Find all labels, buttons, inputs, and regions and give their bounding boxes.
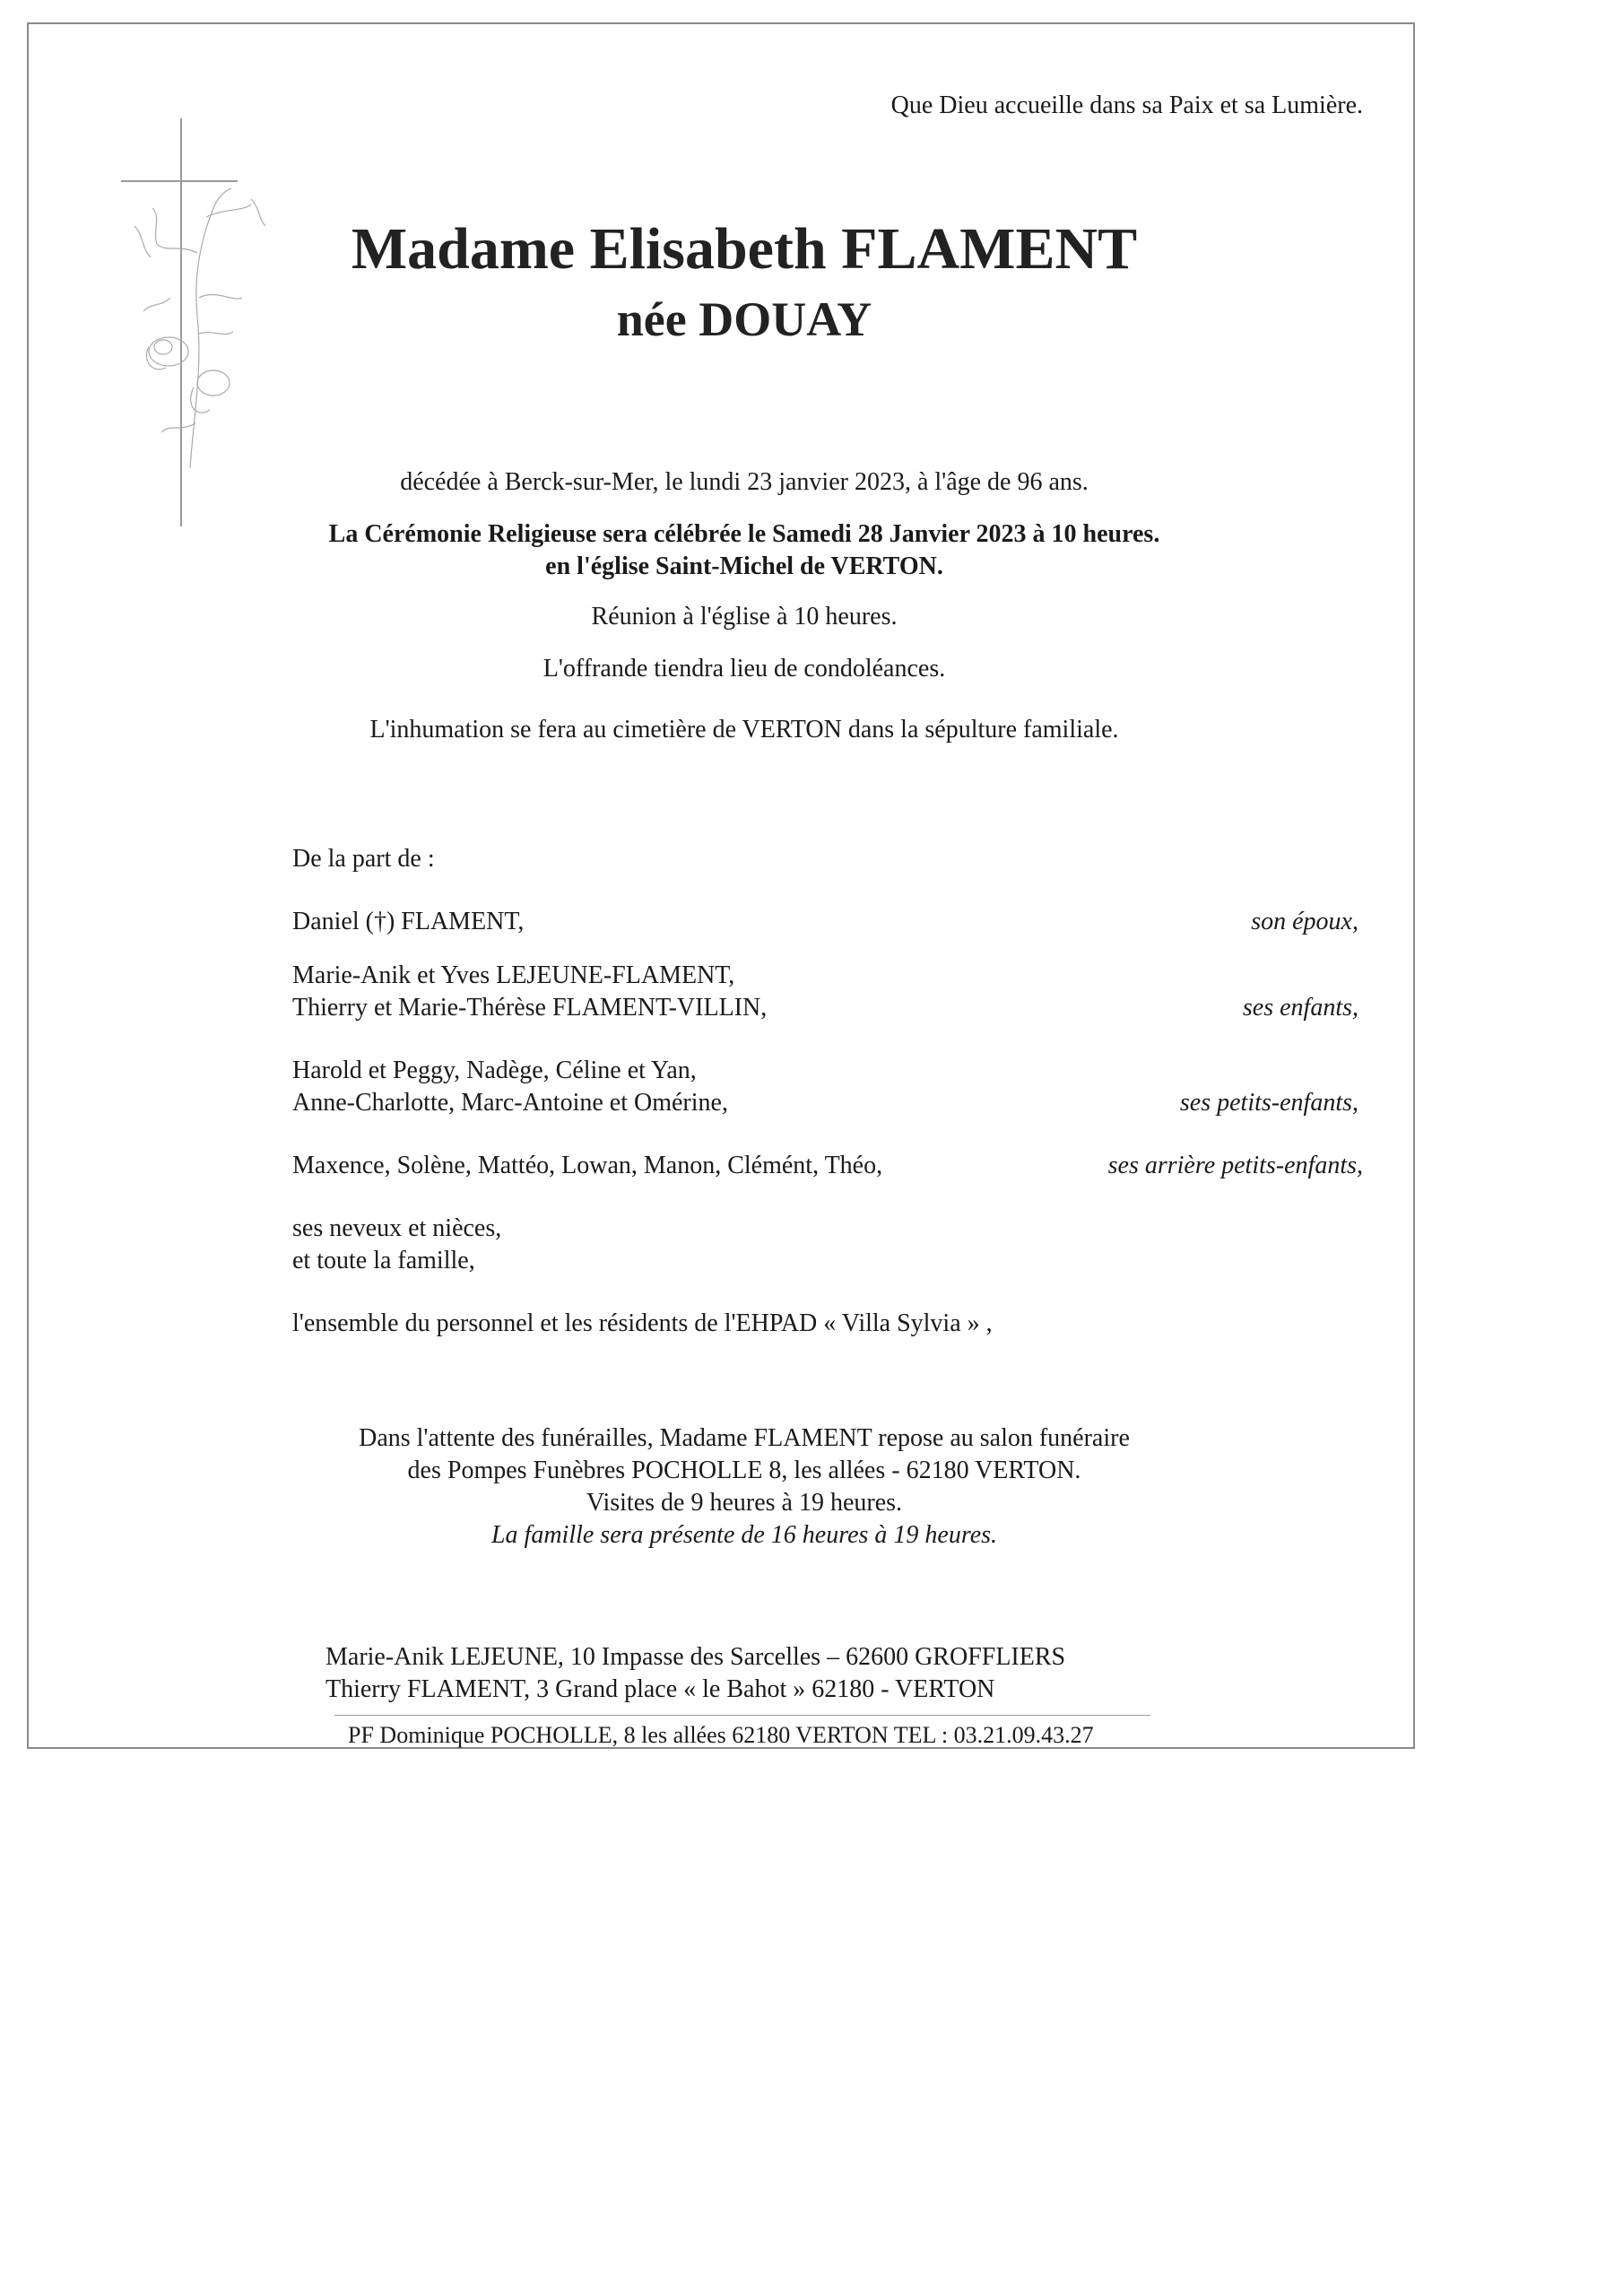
- great-grandchildren: Maxence, Solène, Mattéo, Lowan, Manon, Clémént, Théo,: [292, 1152, 883, 1179]
- family-presence: La famille sera présente de 16 heures à 19 heures.: [490, 1521, 998, 1549]
- great-grandchildren-role: ses arrière petits-enfants,: [1107, 1152, 1363, 1179]
- born-name: née DOUAY: [616, 292, 872, 346]
- grandchildren-line-2: Anne-Charlotte, Marc-Antoine et Omérine,: [292, 1089, 728, 1117]
- ceremony-line-1: La Cérémonie Religieuse sera célébrée le Samedi 28 Janvier 2023 à 10 heures.: [328, 520, 1160, 548]
- address-2: Thierry FLAMENT, 3 Grand place « le Bahot » 62180 - VERTON: [325, 1675, 995, 1703]
- ehpad-staff: l'ensemble du personnel et les résidents de l'EHPAD « Villa Sylvia » ,: [292, 1309, 993, 1337]
- grandchildren-line-1: Harold et Peggy, Nadège, Céline et Yan,: [292, 1057, 697, 1084]
- spouse-name: Daniel (†) FLAMENT,: [292, 908, 525, 935]
- epigraph: Que Dieu accueille dans sa Paix et sa Lumière.: [890, 91, 1363, 119]
- grandchildren-role: ses petits-enfants,: [1179, 1089, 1358, 1117]
- footer-divider: [334, 1715, 1150, 1716]
- children-role: ses enfants,: [1242, 994, 1358, 1022]
- children-line-2: Thierry et Marie-Thérèse FLAMENT-VILLIN,: [292, 994, 768, 1022]
- deceased-name: Madame Elisabeth FLAMENT: [351, 216, 1138, 282]
- spouse-role: son époux,: [1251, 908, 1358, 935]
- meeting-time: Réunion à l'église à 10 heures.: [591, 603, 898, 631]
- from-label: De la part de :: [292, 845, 435, 873]
- death-notice: décédée à Berck-sur-Mer, le lundi 23 janvier 2023, à l'âge de 96 ans.: [400, 468, 1089, 496]
- whole-family: et toute la famille,: [292, 1247, 475, 1274]
- children-line-1: Marie-Anik et Yves LEJEUNE-FLAMENT,: [292, 961, 735, 989]
- burial-note: L'inhumation se fera au cimetière de VERTON dans la sépulture familiale.: [369, 716, 1119, 744]
- address-1: Marie-Anik LEJEUNE, 10 Impasse des Sarcelles – 62600 GROFFLIERS: [325, 1643, 1066, 1671]
- repose-line-2: des Pompes Funèbres POCHOLLE 8, les allées - 62180 VERTON.: [407, 1457, 1081, 1484]
- offering-note: L'offrande tiendra lieu de condoléances.: [542, 655, 946, 683]
- cross-flower-icon: [117, 118, 273, 531]
- repose-line-1: Dans l'attente des funérailles, Madame FLAMENT repose au salon funéraire: [359, 1424, 1130, 1452]
- ceremony-line-2: en l'église Saint-Michel de VERTON.: [545, 552, 943, 580]
- nephews-nieces: ses neveux et nièces,: [292, 1214, 502, 1242]
- visiting-hours: Visites de 9 heures à 19 heures.: [586, 1489, 903, 1517]
- funeral-home-footer: PF Dominique POCHOLLE, 8 les allées 62180 VERTON TEL : 03.21.09.43.27: [348, 1722, 1094, 1748]
